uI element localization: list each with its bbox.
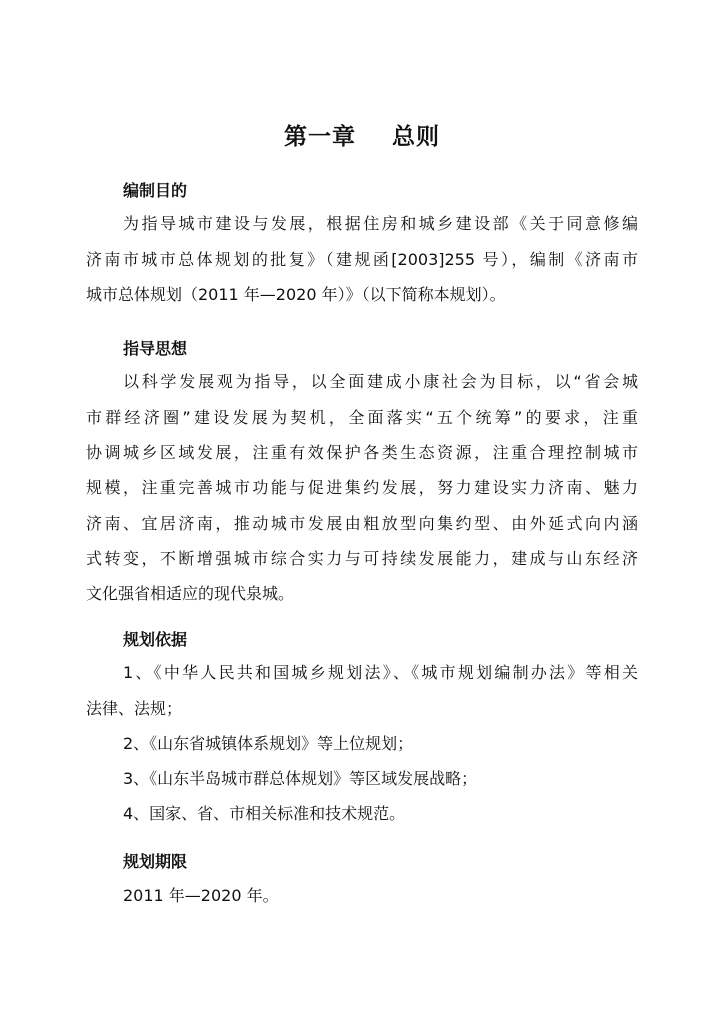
basis-line-2: 法律、法规； <box>86 699 183 718</box>
guiding-line-2: 市群经济圈”建设发展为契机，全面落实“五个统筹”的要求，注重 <box>86 408 638 427</box>
section-heading-basis: 规划依据 <box>123 630 188 649</box>
basis-line-5: 4、国家、省、市相关标准和技术规范。 <box>123 804 406 823</box>
guiding-line-7: 文化强省相适应的现代泉城。 <box>86 584 295 603</box>
basis-line-3: 2、《山东省城镇体系规划》等上位规划； <box>123 734 414 753</box>
period-line-1: 2011 年—2020 年。 <box>123 886 279 905</box>
guiding-line-6: 式转变，不断增强城市综合实力与可持续发展能力，建成与山东经济 <box>86 549 638 568</box>
section-heading-period: 规划期限 <box>123 852 188 871</box>
basis-line-1: 1、《中华人民共和国城乡规划法》、《城市规划编制办法》等相关 <box>123 663 638 682</box>
guiding-line-1: 以科学发展观为指导，以全面建成小康社会为目标，以“省会城 <box>123 372 638 391</box>
purpose-line-1: 为指导城市建设与发展，根据住房和城乡建设部《关于同意修编 <box>123 214 638 233</box>
chapter-title: 第一章 总则 <box>283 124 441 150</box>
basis-line-4: 3、《山东半岛城市群总体规划》等区域发展战略； <box>123 769 478 788</box>
section-heading-guiding: 指导思想 <box>123 339 188 358</box>
purpose-line-2: 济南市城市总体规划的批复》（建规函[2003]255 号），编制《济南市 <box>86 250 638 269</box>
guiding-line-5: 济南、宜居济南，推动城市发展由粗放型向集约型、由外延式向内涵 <box>86 514 638 533</box>
section-heading-purpose: 编制目的 <box>123 181 188 200</box>
purpose-line-3: 城市总体规划（2011 年—2020 年）》（以下简称本规划）。 <box>86 285 506 304</box>
guiding-line-4: 规模，注重完善城市功能与促进集约发展，努力建设实力济南、魅力 <box>86 478 638 497</box>
guiding-line-3: 协调城乡区域发展，注重有效保护各类生态资源，注重合理控制城市 <box>86 443 638 462</box>
